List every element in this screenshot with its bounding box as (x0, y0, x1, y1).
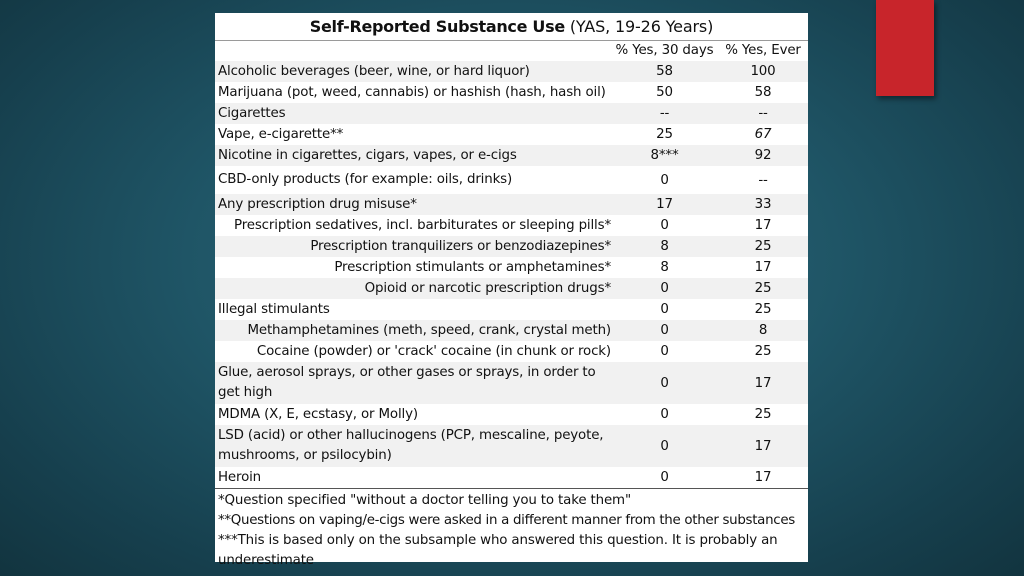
row-value-ever: 25 (754, 281, 772, 296)
row-value-30-days: 0 (660, 302, 669, 317)
row-value-30-days: 0 (660, 218, 669, 233)
table-title-bold: Self-Reported Substance Use (309, 17, 565, 36)
row-value-ever: -- (758, 106, 768, 121)
row-label: Cocaine (powder) or 'crack' cocaine (in chunk or rock) (256, 343, 611, 359)
table-footnotes (215, 488, 808, 571)
table-row (215, 362, 808, 404)
row-value-30-days: 8*** (650, 148, 679, 163)
row-label: LSD (acid) or other hallucinogens (PCP, mescaline, peyote, mushrooms, or psilocybin) (218, 428, 604, 463)
row-value-30-days: 0 (660, 281, 669, 296)
row-value-30-days: 0 (660, 375, 669, 391)
row-value-ever: 67 (754, 127, 772, 142)
row-value-ever: 58 (754, 85, 772, 100)
row-label: Methamphetamines (meth, speed, crank, crystal meth) (247, 322, 611, 338)
row-value-ever: 25 (754, 302, 772, 317)
row-label: Heroin (218, 469, 262, 485)
table-body (215, 61, 808, 488)
row-value-30-days: -- (659, 106, 670, 121)
row-value-30-days: 8 (660, 260, 669, 275)
footnote-3: ***This is based only on the subsample who answered this question. It is probably an underestimate (218, 533, 778, 568)
column-header-30-days: % Yes, 30 days (615, 43, 714, 58)
row-value-ever: 17 (754, 260, 772, 275)
row-value-ever: 100 (750, 64, 776, 79)
table-row (215, 320, 808, 341)
row-value-30-days: 25 (656, 127, 673, 142)
row-value-30-days: 8 (660, 239, 669, 254)
row-label: MDMA (X, E, ecstasy, or Molly) (218, 406, 418, 422)
table-row (215, 145, 808, 166)
row-value-ever: -- (758, 172, 768, 188)
table-row (215, 103, 808, 124)
row-value-ever: 33 (754, 197, 772, 212)
row-label: Prescription stimulants or amphetamines* (334, 259, 611, 275)
row-label: Glue, aerosol sprays, or other gases or sprays, in order to get high (218, 365, 596, 400)
row-value-ever: 92 (754, 148, 772, 163)
table-row (215, 425, 808, 467)
row-value-ever: 17 (754, 470, 772, 485)
row-label: CBD-only products (for example: oils, drinks) (218, 172, 513, 187)
table-row (215, 467, 808, 488)
table-title (215, 13, 808, 41)
table-row (215, 215, 808, 236)
table-title-subtitle: (YAS, 19-26 Years) (569, 17, 714, 36)
row-label: Vape, e-cigarette** (218, 126, 344, 142)
row-value-30-days: 0 (660, 470, 669, 485)
footnote-1: *Question specified "without a doctor telling you to take them" (218, 493, 631, 508)
table-row (215, 236, 808, 257)
table-row (215, 194, 808, 215)
row-value-30-days: 0 (660, 407, 669, 422)
row-value-30-days: 58 (656, 64, 673, 79)
row-label: Marijuana (pot, weed, cannabis) or hashish (hash, hash oil) (218, 84, 606, 100)
row-label: Prescription sedatives, incl. barbiturates or sleeping pills* (234, 217, 611, 233)
table-row (215, 299, 808, 320)
row-value-30-days: 0 (660, 438, 669, 454)
row-value-ever: 8 (758, 323, 768, 338)
row-label: Any prescription drug misuse* (218, 196, 417, 212)
row-value-30-days: 0 (660, 323, 669, 338)
table-row (215, 257, 808, 278)
table-row (215, 404, 808, 425)
row-value-30-days: 0 (660, 344, 669, 359)
row-value-30-days: 0 (660, 172, 669, 188)
substance-use-table (215, 13, 808, 568)
row-label: Nicotine in cigarettes, cigars, vapes, or e-cigs (218, 147, 517, 163)
row-value-ever: 17 (754, 438, 772, 454)
row-value-30-days: 17 (656, 197, 673, 212)
row-value-30-days: 50 (656, 85, 673, 100)
row-value-ever: 25 (754, 407, 772, 422)
table-row (215, 82, 808, 103)
row-label: Opioid or narcotic prescription drugs* (364, 280, 611, 296)
row-value-ever: 25 (754, 344, 772, 359)
table-row (215, 61, 808, 82)
table-row (215, 124, 808, 145)
row-label: Alcoholic beverages (beer, wine, or hard liquor) (218, 63, 530, 79)
row-value-ever: 17 (754, 375, 772, 391)
column-header-blank (215, 41, 611, 61)
row-label: Illegal stimulants (218, 301, 330, 317)
row-value-ever: 25 (754, 239, 772, 254)
footnote-2: **Questions on vaping/e-cigs were asked in a different manner from the other substances (218, 513, 795, 528)
row-label: Cigarettes (218, 105, 286, 121)
red-accent-block (876, 0, 934, 96)
table-row (215, 278, 808, 299)
row-label: Prescription tranquilizers or benzodiazepines* (310, 238, 611, 254)
table-row (215, 166, 808, 194)
column-header-row (215, 41, 808, 61)
row-value-ever: 17 (754, 218, 772, 233)
column-header-ever: % Yes, Ever (725, 43, 801, 58)
table-row (215, 341, 808, 362)
